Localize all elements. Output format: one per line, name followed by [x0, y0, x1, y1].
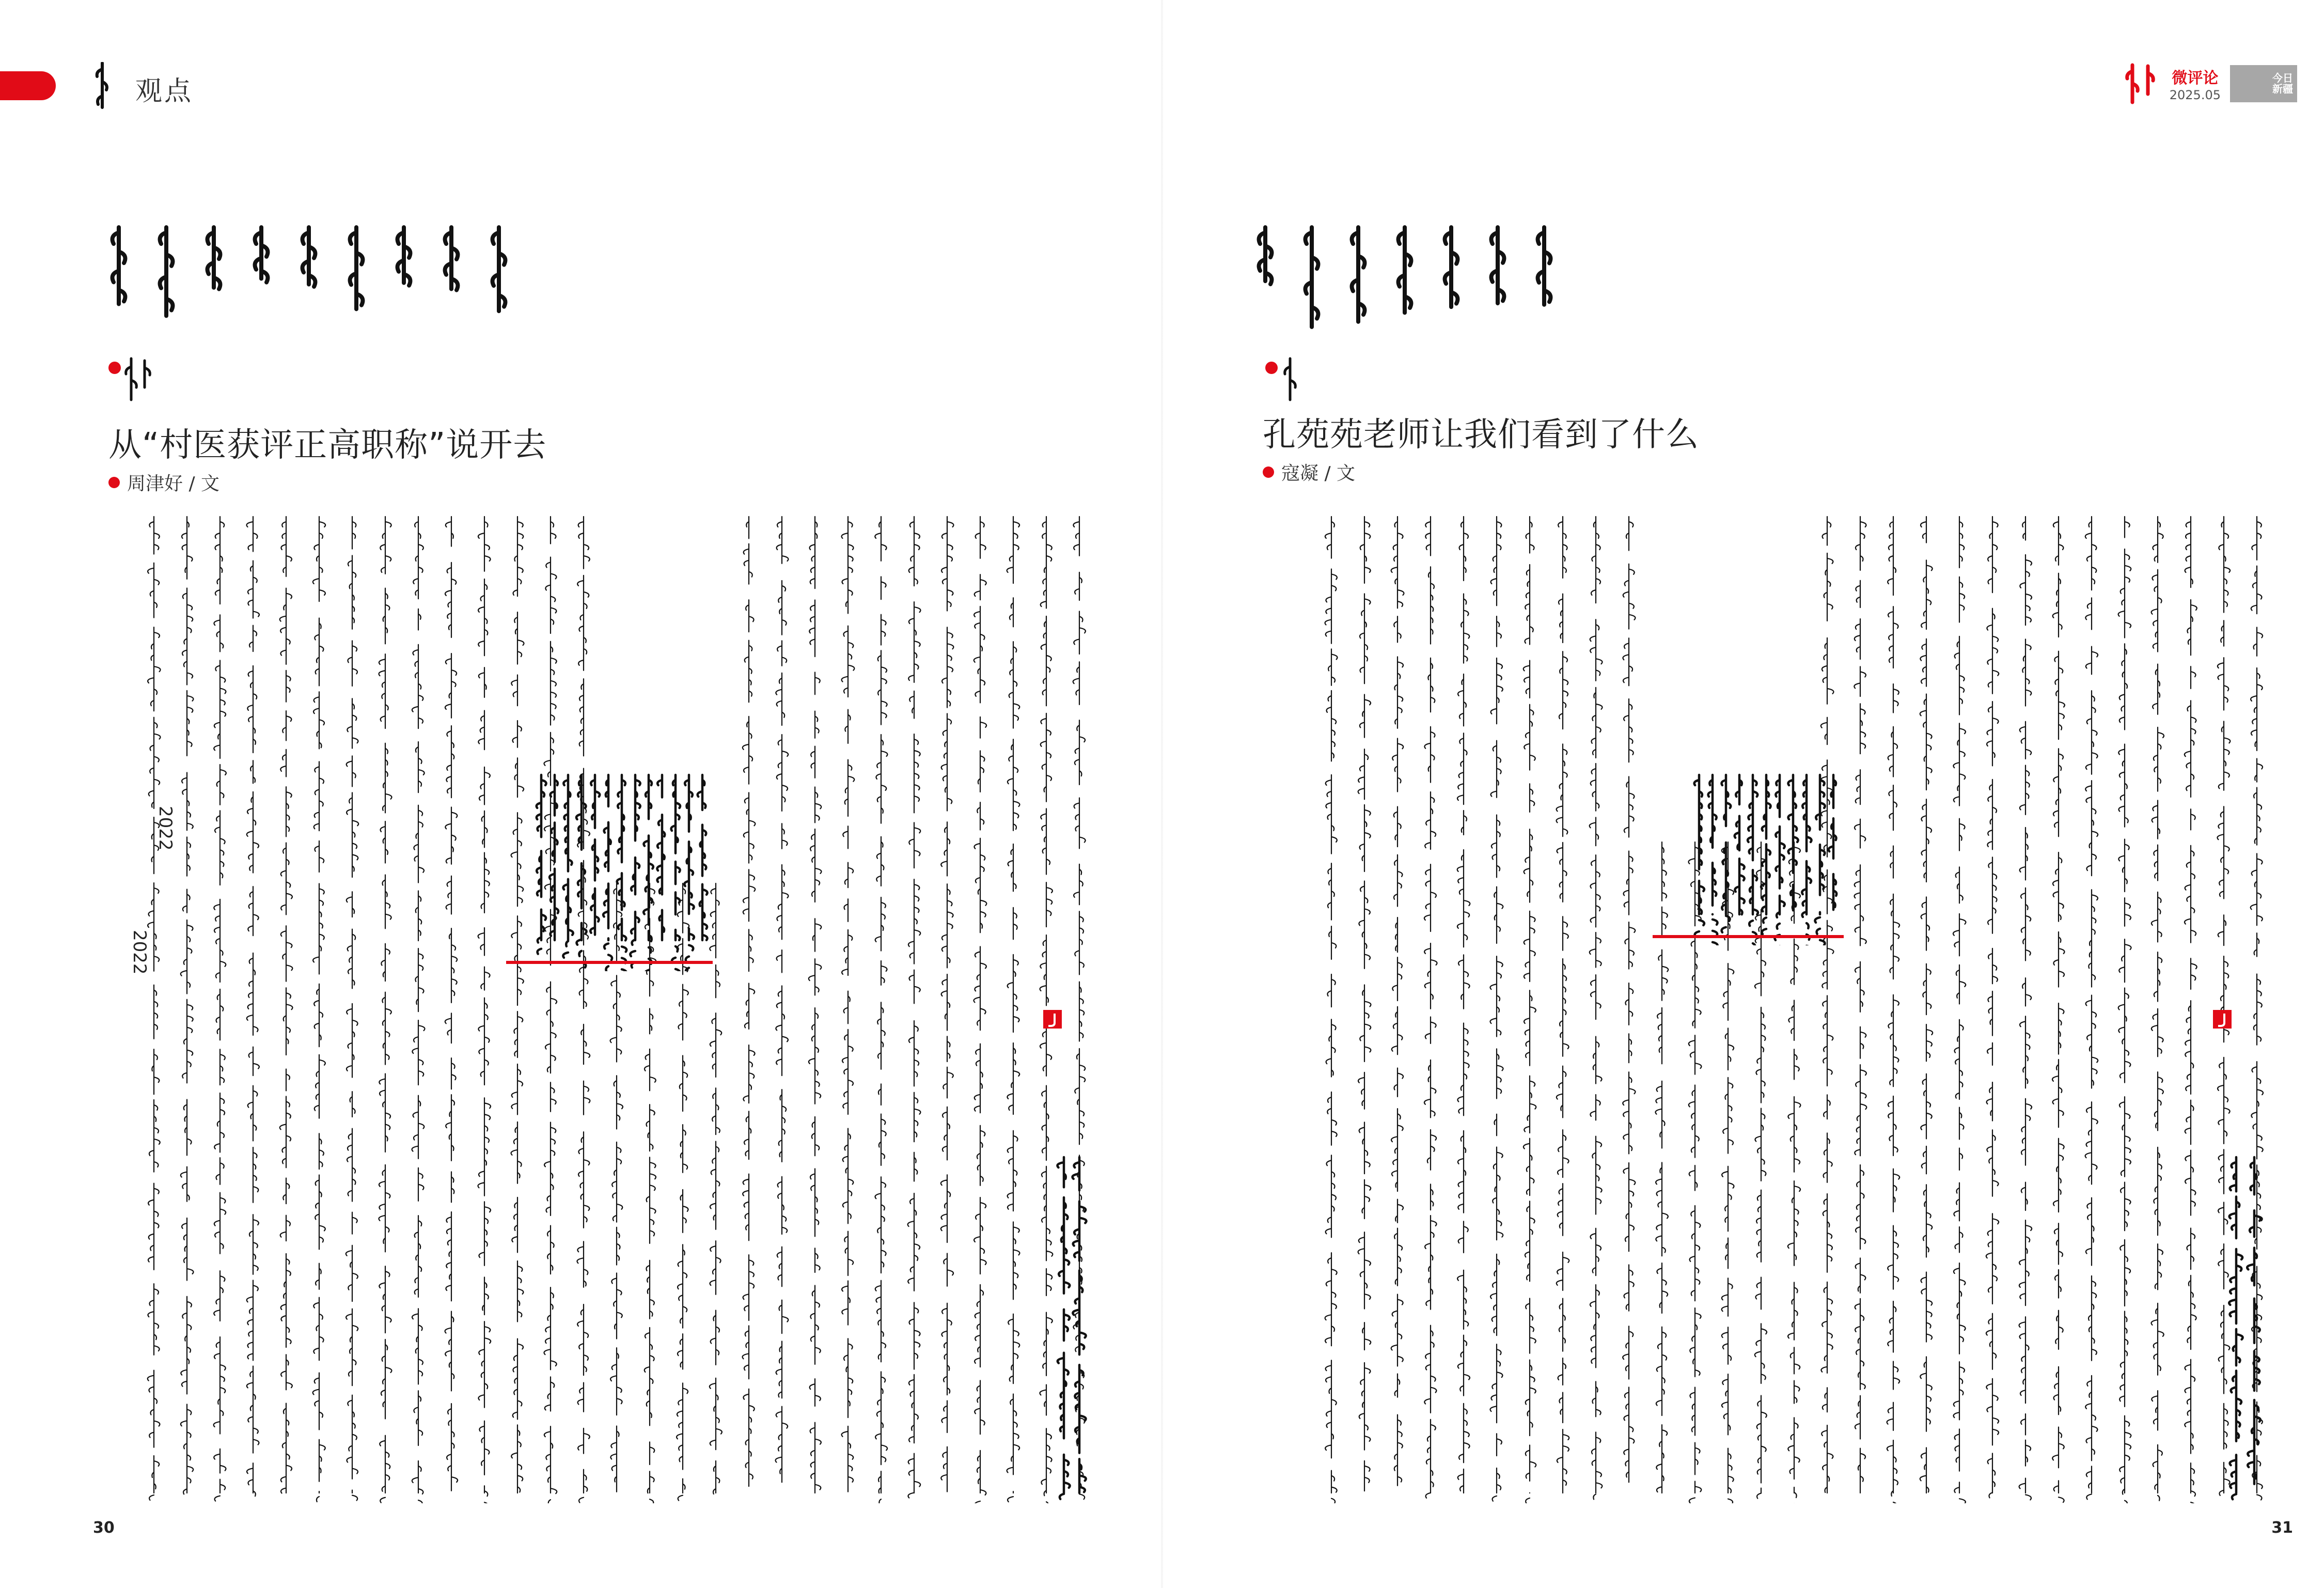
left-kicker-mongolian: [124, 356, 155, 403]
mongolian-text-column: [379, 517, 391, 1503]
mongolian-text-column: [576, 775, 587, 968]
logo-date: 2025.05: [2169, 88, 2221, 102]
mongolian-text-column: [1920, 517, 1933, 1493]
logo-badge-text: 今日 新疆: [2272, 72, 2293, 95]
headline-word: [160, 227, 173, 316]
right-article-title: 孔苑苑老师让我们看到了什么: [1263, 416, 1699, 454]
mongolian-text-column: [1325, 517, 1338, 1503]
mongolian-text-column: [1424, 517, 1437, 1498]
right-pull-quote: [1653, 765, 1844, 945]
mongolian-text-column: [875, 517, 887, 1503]
column-end-mark-icon: [1043, 1010, 1062, 1029]
left-page-number: 30: [93, 1519, 115, 1537]
mongolian-text-column: [610, 883, 623, 1492]
mongolian-text-column: [2019, 517, 2032, 1503]
mongolian-text-column: [2247, 1157, 2260, 1484]
mongolian-text-column: [2152, 517, 2164, 1503]
headline-word: [1306, 227, 1318, 327]
mongolian-text-column: [1556, 517, 1569, 1493]
right-kicker-mongolian: [1281, 356, 1301, 403]
left-author: 周津好 / 文: [127, 473, 220, 494]
mongolian-text-column: [1815, 775, 1825, 945]
headline-word: [1352, 227, 1365, 322]
mongolian-text-column: [544, 517, 557, 1503]
mongolian-text-column: [478, 517, 491, 1503]
mongolian-text-column: [809, 517, 822, 1493]
headline-word: [398, 227, 411, 286]
mongolian-text-column: [603, 775, 612, 971]
headline-word: [1399, 227, 1411, 313]
right-mongolian-headline: [1255, 222, 1616, 336]
headline-word: [255, 227, 268, 283]
right-byline: [1263, 459, 1355, 485]
right-author: 寇凝 / 文: [1281, 463, 1356, 484]
mongolian-text-column: [775, 517, 788, 1482]
mongolian-text-column: [1829, 775, 1836, 910]
mongolian-text-column: [1694, 775, 1704, 937]
magazine-logo: [2124, 63, 2297, 104]
left-year-mark-2: 2022: [129, 930, 150, 975]
mongolian-text-column: [1887, 517, 1900, 1503]
mongolian-text-column: [346, 517, 358, 1503]
logo-mongolian-icon: [2124, 63, 2160, 104]
mongolian-text-column: [630, 775, 640, 971]
mongolian-text-column: [2052, 517, 2065, 1503]
column-end-mark-icon: [2213, 1010, 2232, 1029]
mongolian-text-column: [643, 883, 656, 1503]
headline-word: [1538, 227, 1551, 305]
mongolian-text-column: [445, 517, 458, 1491]
mongolian-text-column: [313, 517, 325, 1503]
mongolian-text-column: [2185, 517, 2197, 1503]
headline-word: [1491, 227, 1504, 303]
mongolian-text-column: [1953, 517, 1966, 1503]
mongolian-text-column: [214, 517, 226, 1501]
pull-quote-rule: [506, 961, 713, 964]
mongolian-text-column: [148, 517, 161, 1503]
mongolian-text-column: [684, 775, 694, 971]
mongolian-text-column: [1788, 775, 1798, 910]
mongolian-text-column: [941, 517, 954, 1492]
mongolian-text-column: [1722, 775, 1731, 932]
left-byline: [108, 469, 219, 495]
mongolian-text-column: [1057, 1157, 1070, 1499]
headline-word: [208, 227, 221, 289]
right-headline-dot: [1265, 362, 1278, 374]
mongolian-text-column: [1761, 775, 1770, 934]
pull-quote-rule: [1653, 935, 1844, 938]
left-pull-quote: [506, 765, 713, 971]
mongolian-section-label: [92, 62, 113, 110]
mongolian-text-column: [2118, 517, 2131, 1503]
logo-text: [2170, 65, 2221, 102]
mongolian-text-column: [2251, 517, 2263, 1503]
mongolian-text-column: [671, 775, 681, 971]
left-headline-dot: [108, 362, 121, 374]
mongolian-text-column: [412, 517, 425, 1503]
mongolian-text-column: [1590, 517, 1603, 1503]
mongolian-text-column: [1821, 517, 1834, 1493]
left-article-title: 从“村医获评正高职称”说开去: [108, 426, 547, 464]
headline-word: [113, 227, 125, 304]
section-tab: [0, 71, 56, 100]
mongolian-text-column: [657, 775, 665, 940]
mongolian-text-column: [677, 883, 689, 1503]
mongolian-text-column: [577, 517, 590, 1503]
mongolian-text-column: [1391, 517, 1404, 1486]
mongolian-text-column: [511, 517, 524, 1493]
mongolian-text-column: [743, 517, 756, 1486]
page-right: [1162, 0, 2324, 1588]
right-body-text: [1255, 511, 2267, 1503]
left-body-text: [98, 511, 1090, 1503]
left-year-mark-1: 2022: [155, 806, 176, 851]
left-mongolian-headline: [108, 222, 573, 336]
byline-bullet-icon: [1263, 466, 1274, 478]
mongolian-text-column: [1748, 775, 1758, 945]
logo-badge: [2230, 65, 2297, 102]
mongolian-text-column: [1524, 517, 1536, 1503]
mongolian-text-column: [1358, 517, 1371, 1491]
mongolian-text-column: [698, 775, 708, 940]
headline-word: [350, 227, 363, 309]
mongolian-text-column: [2229, 1157, 2242, 1503]
mongolian-text-column: [617, 775, 627, 971]
mongolian-text-column: [908, 517, 921, 1498]
headline-word: [445, 227, 458, 290]
mongolian-text-column: [710, 883, 722, 1494]
right-page-number: 31: [2271, 1519, 2293, 1537]
mongolian-text-column: [549, 775, 558, 940]
mongolian-text-column: [181, 517, 194, 1494]
mongolian-text-column: [1986, 517, 1999, 1503]
mongolian-text-column: [973, 517, 986, 1503]
headline-word: [493, 227, 506, 311]
mongolian-text-column: [1802, 775, 1812, 945]
mongolian-text-column: [841, 517, 854, 1492]
mongolian-text-column: [1007, 517, 1020, 1503]
byline-bullet-icon: [108, 477, 120, 488]
mongolian-text-column: [246, 517, 259, 1496]
headline-word: [1445, 227, 1458, 307]
mongolian-text-column: [1735, 775, 1745, 914]
logo-title: 微评论: [2172, 69, 2219, 87]
mongolian-text-column: [1623, 517, 1635, 1482]
section-label: 观点: [135, 76, 194, 107]
mongolian-text-column: [1854, 517, 1866, 1493]
mongolian-text-column: [643, 775, 653, 971]
mongolian-text-column: [537, 775, 546, 954]
mongolian-text-column: [2217, 517, 2230, 1496]
mongolian-text-column: [1490, 517, 1503, 1503]
mongolian-text-column: [1775, 775, 1784, 945]
mongolian-text-column: [1457, 517, 1470, 1493]
headline-word: [303, 227, 316, 287]
headline-word: [1259, 227, 1272, 284]
mongolian-text-column: [2085, 517, 2098, 1499]
mongolian-text-column: [280, 517, 293, 1493]
mongolian-text-column: [590, 775, 600, 935]
mongolian-text-column: [563, 775, 573, 958]
mongolian-text-column: [1708, 775, 1718, 945]
